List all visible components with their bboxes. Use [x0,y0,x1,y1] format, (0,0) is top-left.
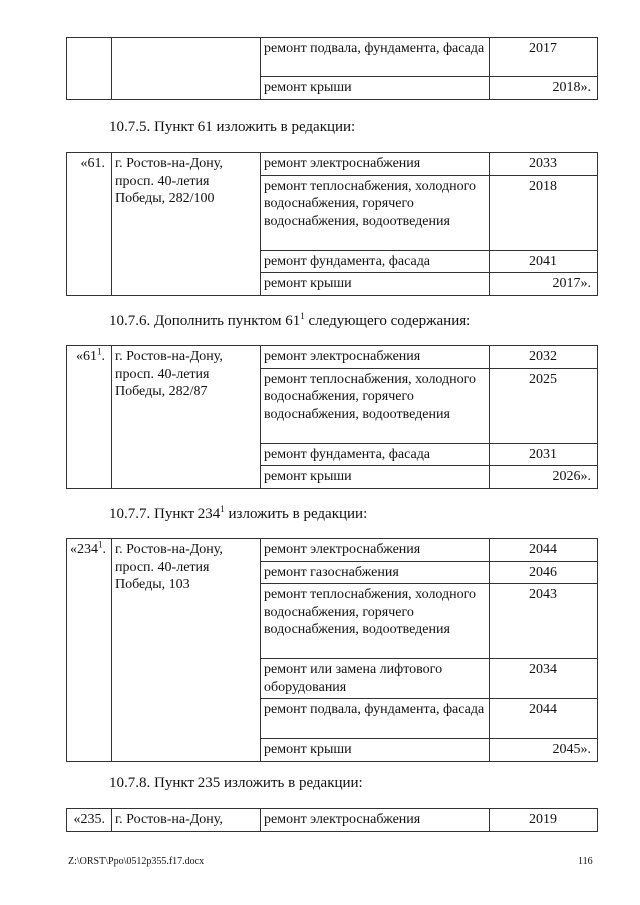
year-cell: 2031 [490,443,598,466]
work-cell: ремонт фундамента, фасада [261,250,490,273]
table-row [67,346,598,369]
year-cell: 2018». [490,77,598,100]
paragraph-text: следующего содержания: [304,313,471,329]
work-cell: ремонт крыши [261,273,490,296]
work-cell: ремонт теплоснабжения, холодного водоснабжения, горячего водоснабжения, водоотведения [261,584,490,659]
work-cell: ремонт электроснабжения [261,539,490,562]
item-number-cell [67,38,112,100]
superscript: 1 [98,539,103,550]
paragraph-text: изложить в редакции: [224,506,368,522]
year-cell: 2044 [490,699,598,739]
paragraph-text: 10.7.7. Пункт 234 [109,506,221,522]
work-cell: ремонт подвала, фундамента, фасада [261,699,490,739]
paragraph-10-7-5: 10.7.5. Пункт 61 изложить в редакции: [109,119,356,135]
year-cell: 2017 [490,38,598,77]
table-item-234-1 [66,538,598,762]
work-cell: ремонт электроснабжения [261,346,490,369]
item-number-cell: «235. [67,809,112,832]
item-number-cell [67,346,112,489]
year-cell: 2044 [490,539,598,562]
year-cell: 2033 [490,153,598,176]
table-row [67,539,598,562]
address-cell: г. Ростов-на-Дону, [112,809,261,832]
item-number-cell: «61. [67,153,112,296]
year-cell: 2025 [490,368,598,443]
work-cell: ремонт теплоснабжения, холодного водоснабжения, горячего водоснабжения, водоотведения [261,175,490,250]
work-cell: ремонт крыши [261,739,490,762]
superscript: 1 [220,504,225,514]
work-cell: ремонт электроснабжения [261,153,490,176]
paragraph-10-7-6 [109,312,470,330]
year-cell: 2019 [490,809,598,832]
footer-file-path: Z:\ORST\Ppo\0512p355.f17.docx [68,856,205,867]
paragraph-text: 10.7.6. Дополнить пунктом 61 [109,313,301,329]
paragraph-10-7-8: 10.7.8. Пункт 235 изложить в редакции: [109,775,363,791]
year-cell: 2026». [490,466,598,489]
footer-page-number: 116 [578,856,593,867]
superscript: 1 [97,346,102,357]
item-number: «234 [70,542,98,557]
work-cell: ремонт электроснабжения [261,809,490,832]
address-cell: г. Ростов-на-Дону, просп. 40-летия Победы, 282/87 [112,346,261,489]
table-row [67,809,598,832]
year-cell: 2045». [490,739,598,762]
work-cell: ремонт фундамента, фасада [261,443,490,466]
address-cell: г. Ростов-на-Дону, просп. 40-летия Победы, 103 [112,539,261,762]
item-number: «61 [76,349,97,364]
year-cell: 2046 [490,561,598,584]
item-number-tail: . [101,349,105,364]
work-cell: ремонт газоснабжения [261,561,490,584]
paragraph-10-7-7 [109,505,367,523]
item-number-tail: . [102,542,106,557]
table-row [67,153,598,176]
work-cell: ремонт теплоснабжения, холодного водоснабжения, горячего водоснабжения, водоотведения [261,368,490,443]
work-cell: ремонт или замена лифтового оборудования [261,659,490,699]
year-cell: 2043 [490,584,598,659]
table-item-61-1 [66,345,598,489]
year-cell: 2041 [490,250,598,273]
year-cell: 2034 [490,659,598,699]
table-item-61 [66,152,598,296]
work-cell: ремонт крыши [261,77,490,100]
address-cell: г. Ростов-на-Дону, просп. 40-летия Победы, 282/100 [112,153,261,296]
table-item-235 [66,808,598,832]
table-row [67,38,598,77]
table-continuation [66,37,598,100]
address-cell [112,38,261,100]
superscript: 1 [300,311,305,321]
year-cell: 2017». [490,273,598,296]
year-cell: 2018 [490,175,598,250]
item-number-cell [67,539,112,762]
year-cell: 2032 [490,346,598,369]
work-cell: ремонт подвала, фундамента, фасада [261,38,490,77]
work-cell: ремонт крыши [261,466,490,489]
